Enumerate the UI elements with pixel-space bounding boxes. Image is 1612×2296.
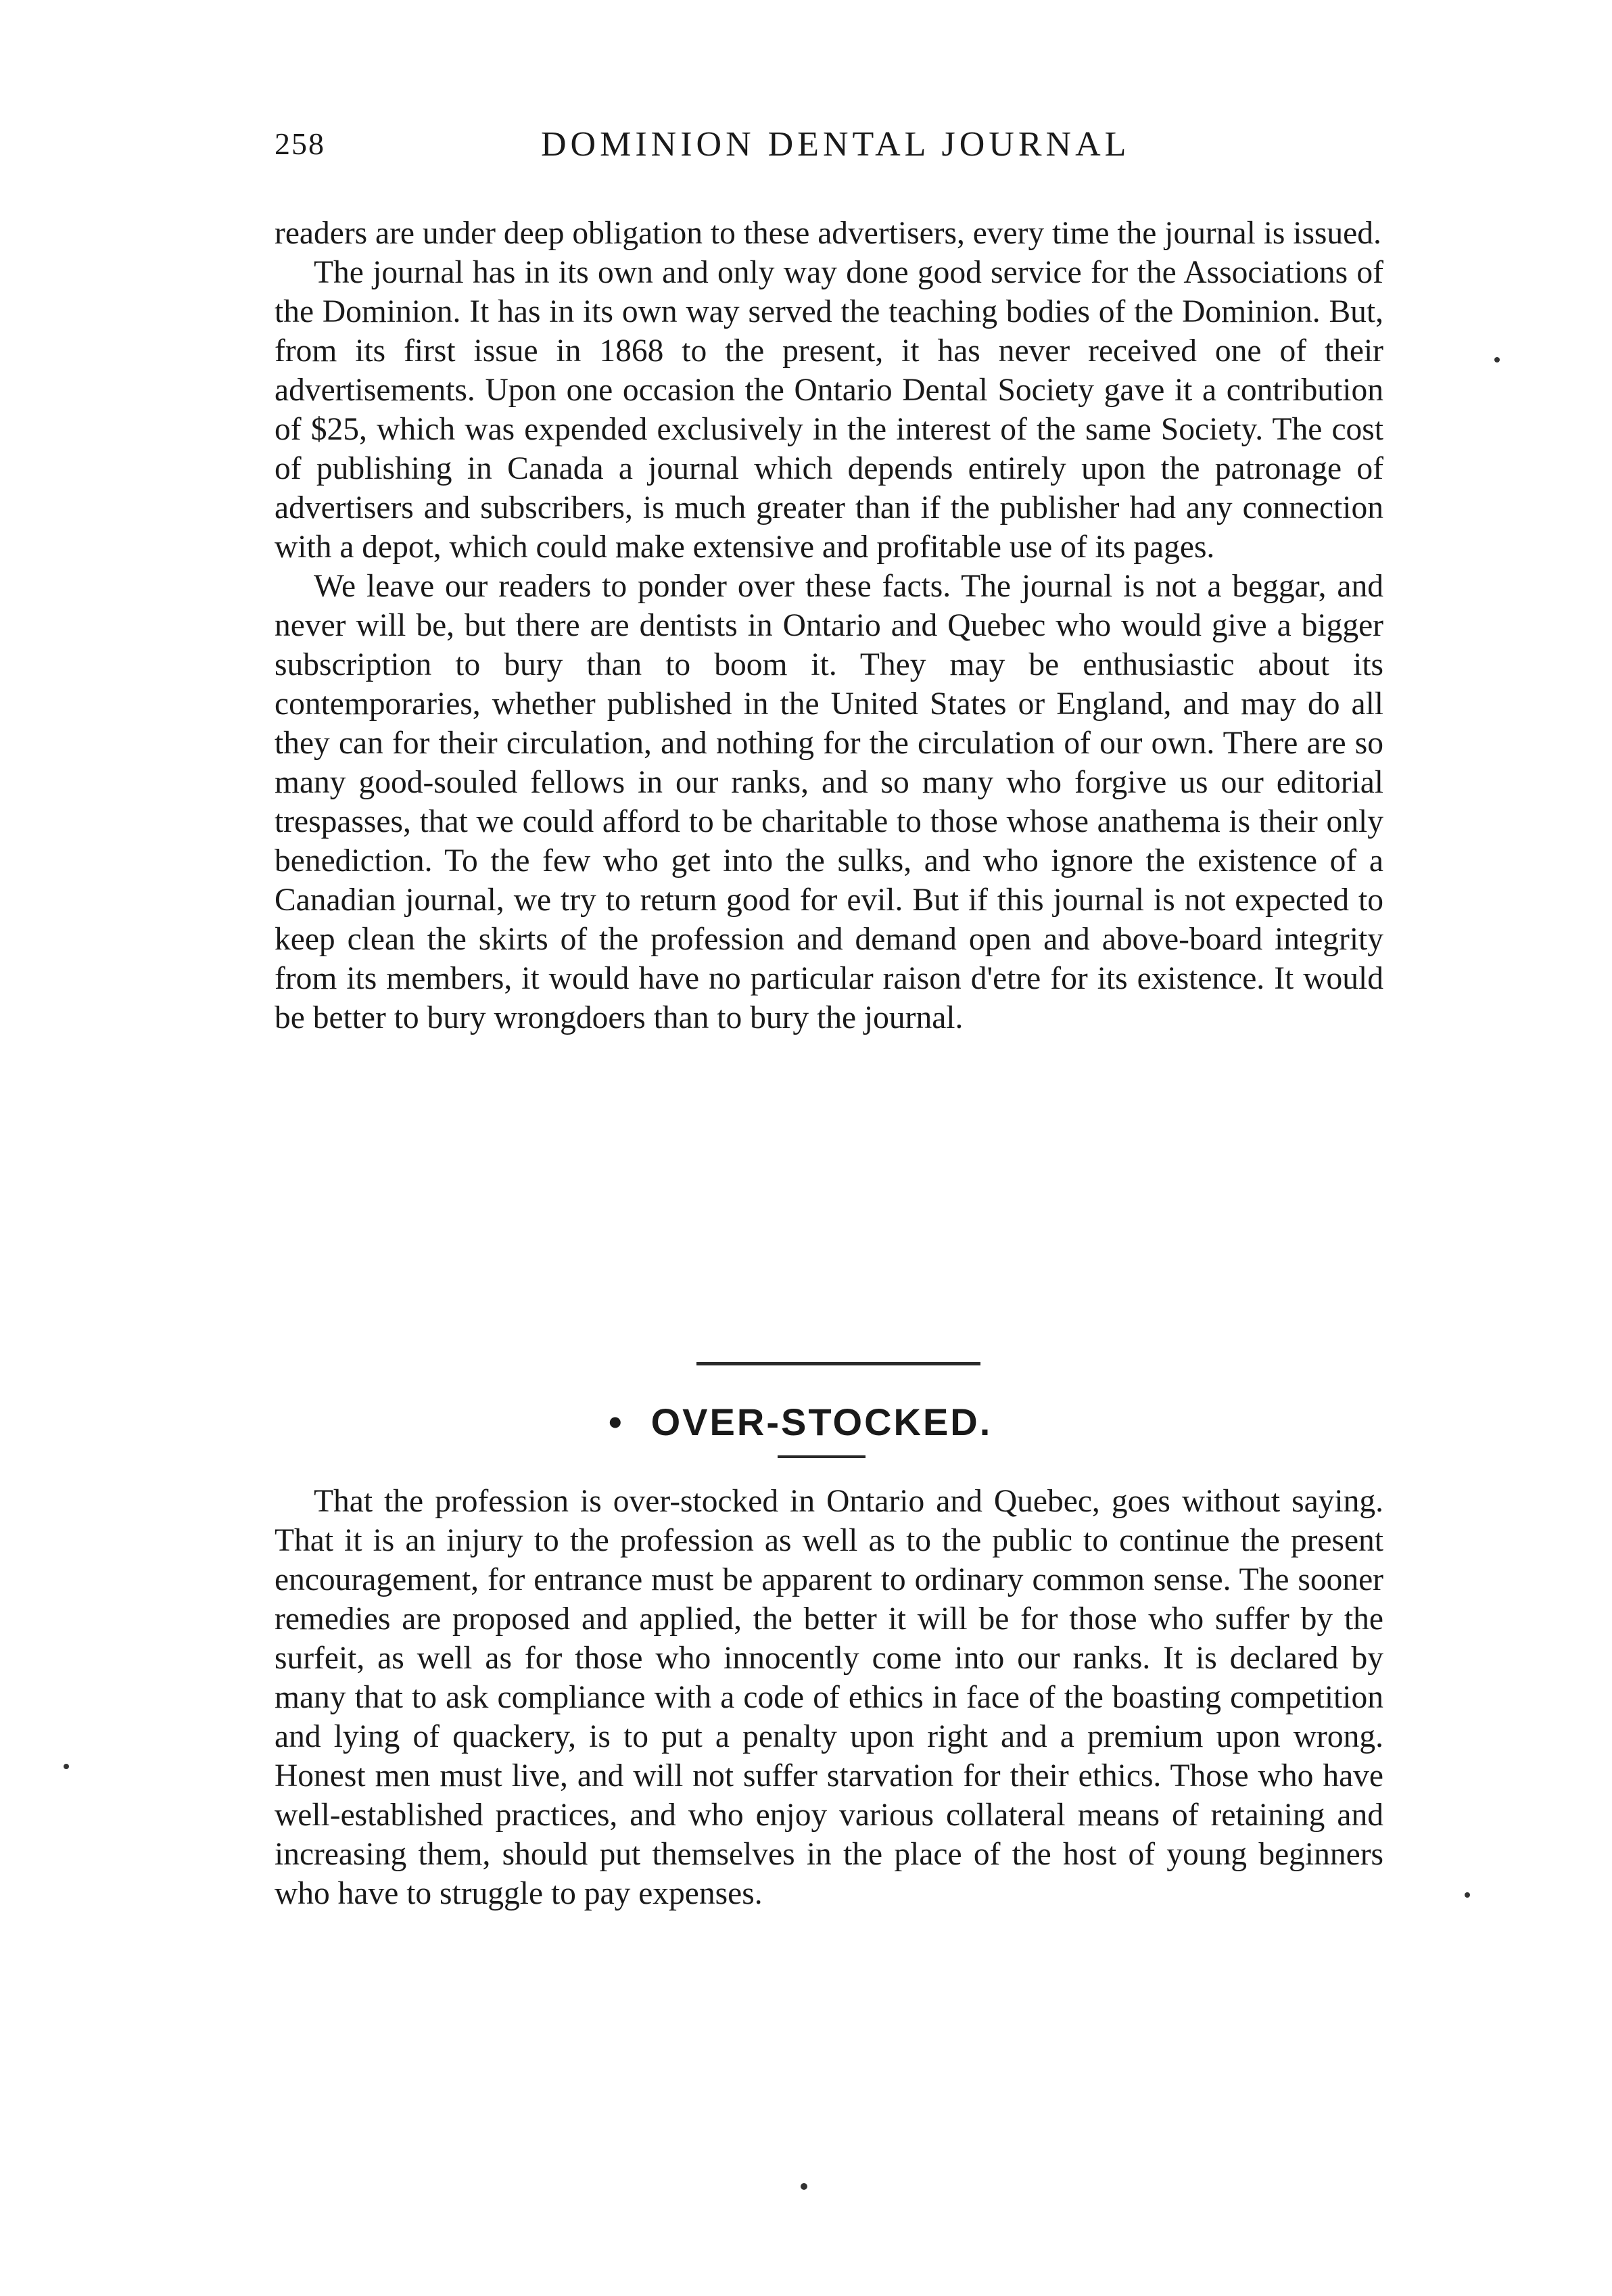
paragraph-3: We leave our readers to ponder over these facts. The journal is not a beggar, and never will be, but there are dentists in Ontario and Quebec who would give a bigger subscription to bury than to boom it. They may be enthusiastic about its contemporaries, whether published in the United States or England, and may do all they can for their circulation, and nothing for the circulation of our own. There are so many good-souled fellows in our ranks, and so many who forgive us our editorial trespasses, that we could afford to be charitable to those whose anathema is their only benediction. To the few who get into the sulks, and who ignore the existence of a Canadian journal, we try to return good for evil. But if this journal is not expected to keep clean the skirts of the profession and demand open and above-board integrity from its members, it would have no particular raison d'etre for its existence. It would be better to bury wrongdoers than to bury the journal. [275, 569, 1383, 1035]
section-separator-rule [696, 1362, 980, 1365]
page-number: 258 [275, 126, 325, 161]
section-paragraph: That the profession is over-stocked in Ontario and Quebec, goes without saying. That it is an injury to the profession as well as to the public to continue the present encouragement, for entrance must be apparent to ordinary common sense. The sooner remedies are proposed and applied, the better it will be for those who suffer by the surfeit, as well as for those who innocently come into our ranks. It is declared by many that to ask compliance with a code of ethics in face of the boasting competition and lying of quackery, is to put a penalty upon right and a premium upon wrong. Honest men must live, and will not suffer starvation for their ethics. Those who have well-established practices, and who enjoy various collateral means of retaining and increasing them, should put themselves in the place of the host of young beginners who have to struggle to pay expenses. [275, 1484, 1383, 1911]
section-heading: OVER-STOCKED. [650, 1401, 993, 1443]
paragraph-1: readers are under deep obligation to these advertisers, every time the journal is issued. [275, 216, 1381, 251]
heading-underline-rule [778, 1455, 866, 1458]
paragraph-2: The journal has in its own and only way done good service for the Associations of the Dominion. It has in its own way served the teaching bodies of the Dominion. But, from its first issue in 1868 to the present, it has never received one of their advertisements. Upon one occasion the Ontario Dental Society gave it a contribution of $25, which was expended exclusively in the interest of the same Society. The cost of publishing in Canada a journal which depends entirely upon the patronage of advertisers and subscribers, is much greater than if the publisher had any connection with a depot, which could make extensive and profitable use of its pages. [275, 255, 1383, 565]
stray-ink-mark [1494, 357, 1500, 362]
stray-ink-mark [801, 2183, 807, 2190]
heading-bullet: • [609, 1401, 624, 1443]
section-body [275, 1482, 1383, 1913]
stray-ink-mark [64, 1764, 69, 1769]
section-heading-wrapper [609, 1400, 992, 1444]
running-head: DOMINION DENTAL JOURNAL [541, 125, 1131, 164]
stray-ink-mark [1465, 1892, 1470, 1898]
article-continued-body [275, 214, 1383, 1037]
